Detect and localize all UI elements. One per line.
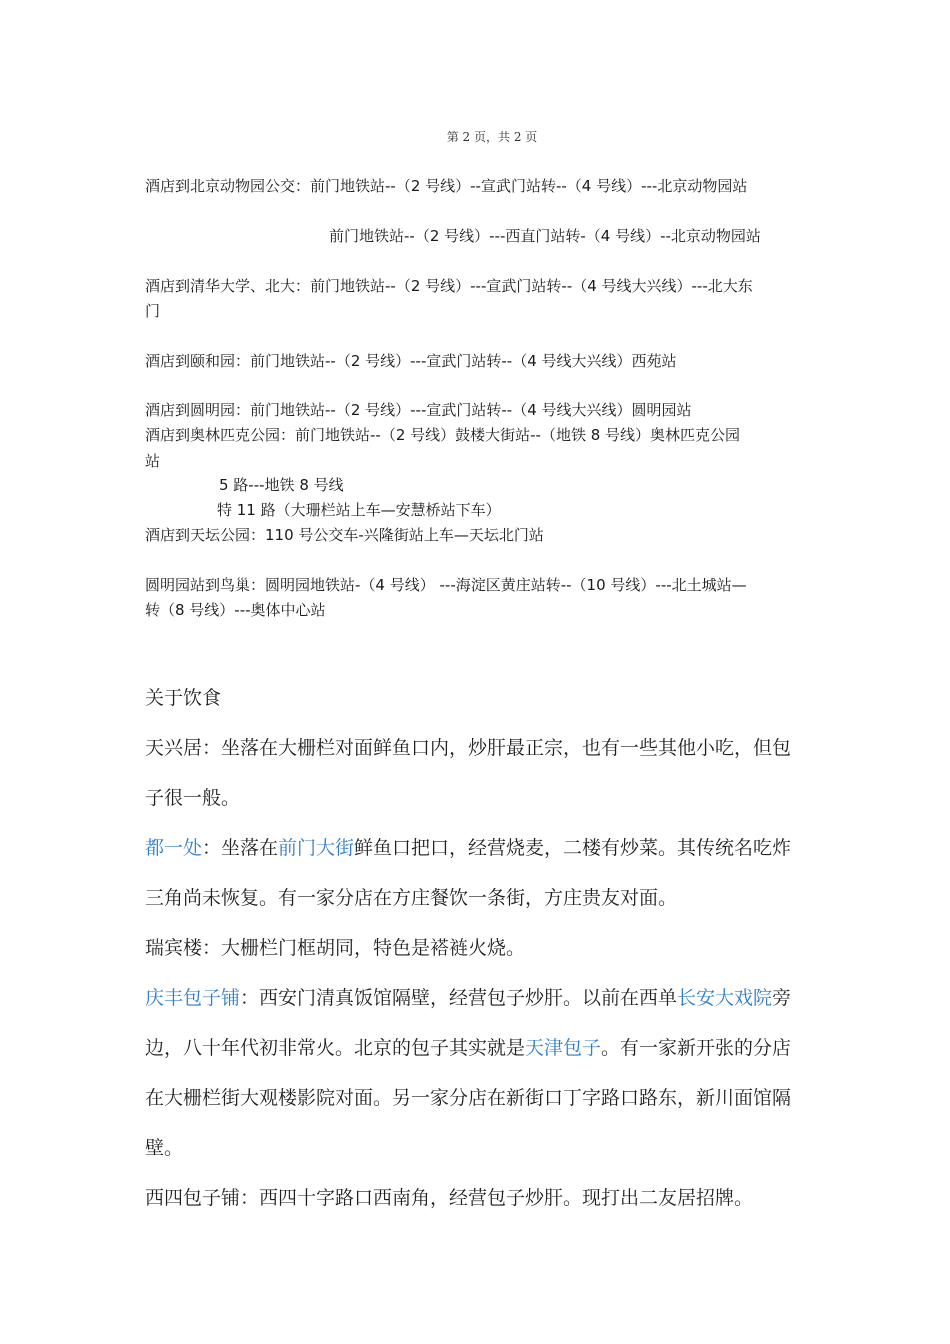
food-heading: 关于饮食 (145, 687, 222, 709)
yuanmingyuan-route: 酒店到圆明园：前门地铁站--（2 号线）---宣武门站转--（4 号线大兴线）圆明园站 (145, 401, 692, 419)
olympic-route-line-2: 站 (145, 452, 161, 470)
qingfeng-text-1: ：西安门清真饭馆隔壁，经营包子炒肝。以前在西单 (240, 987, 678, 1009)
qingfeng-text-2: 旁 (772, 987, 792, 1009)
xisi-line: 西四包子铺：西四十字路口西南角，经营包子炒肝。现打出二友居招牌。 (145, 1187, 754, 1209)
tianjin-baozi-link[interactable]: 天津包子 (525, 1037, 602, 1059)
duyichu-text-2: 鲜鱼口把口，经营烧麦，二楼有炒菜。其传统名吃炸 (354, 837, 792, 859)
birds-nest-route-line-2: 转（8 号线）---奥体中心站 (145, 601, 326, 619)
qingfeng-line-3: 在大栅栏街大观楼影院对面。另一家分店在新街口丁字路口路东，新川面馆隔 (145, 1087, 792, 1109)
olympic-route-line-4: 特 11 路（大珊栏站上车—安慧桥站下车） (217, 501, 501, 519)
ruibinlou-line: 瑞宾楼：大栅栏门框胡同，特色是褡裢火烧。 (145, 937, 526, 959)
changan-theater-link[interactable]: 长安大戏院 (677, 987, 773, 1009)
duyichu-text-1: ：坐落在 (202, 837, 279, 859)
duyichu-line-1 (145, 835, 791, 861)
zoo-route-line-1: 酒店到北京动物园公交：前门地铁站--（2 号线）--宣武门站转--（4 号线）---北京动物园站 (145, 177, 748, 195)
olympic-route-line-3: 5 路---地铁 8 号线 (219, 476, 344, 494)
qianmen-street-link[interactable]: 前门大街 (278, 837, 355, 859)
qingfeng-line-1 (145, 985, 791, 1011)
birds-nest-route-line-1: 圆明园站到鸟巢：圆明园地铁站-（4 号线） ---海淀区黄庄站转--（10 号线）---北土城站— (145, 576, 747, 594)
page-number-header: 第 2 页，共 2 页 (446, 130, 538, 144)
qingfeng-link[interactable]: 庆丰包子铺 (145, 987, 241, 1009)
zoo-route-line-2: 前门地铁站--（2 号线）---西直门站转-（4 号线）--北京动物园站 (329, 227, 761, 245)
tsinghua-route-line-1: 酒店到清华大学、北大：前门地铁站--（2 号线）---宣武门站转--（4 号线大兴线）---北大东 (145, 277, 753, 295)
temple-of-heaven-route: 酒店到天坛公园：110 号公交车-兴隆街站上车—天坛北门站 (145, 526, 544, 544)
duyichu-link[interactable]: 都一处 (145, 837, 203, 859)
qingfeng-line-2 (145, 1035, 791, 1061)
olympic-route-line-1: 酒店到奥林匹克公园：前门地铁站--（2 号线）鼓楼大街站--（地铁 8 号线）奥林匹克公园 (145, 426, 741, 444)
qingfeng-line-4: 壁。 (145, 1137, 184, 1159)
tianxingju-line-2: 子很一般。 (145, 787, 241, 809)
tsinghua-route-line-2: 门 (145, 302, 161, 320)
qingfeng-line-2-text-1: 边，八十年代初非常火。北京的包子其实就是 (145, 1037, 526, 1059)
tianxingju-line-1: 天兴居：坐落在大栅栏对面鲜鱼口内，炒肝最正宗，也有一些其他小吃，但包 (145, 737, 792, 759)
duyichu-line-2: 三角尚未恢复。有一家分店在方庄餐饮一条街，方庄贵友对面。 (145, 887, 678, 909)
qingfeng-line-2-text-2: 。有一家新开张的分店 (601, 1037, 792, 1059)
summer-palace-route: 酒店到颐和园：前门地铁站--（2 号线）---宣武门站转--（4 号线大兴线）西苑站 (145, 352, 677, 370)
